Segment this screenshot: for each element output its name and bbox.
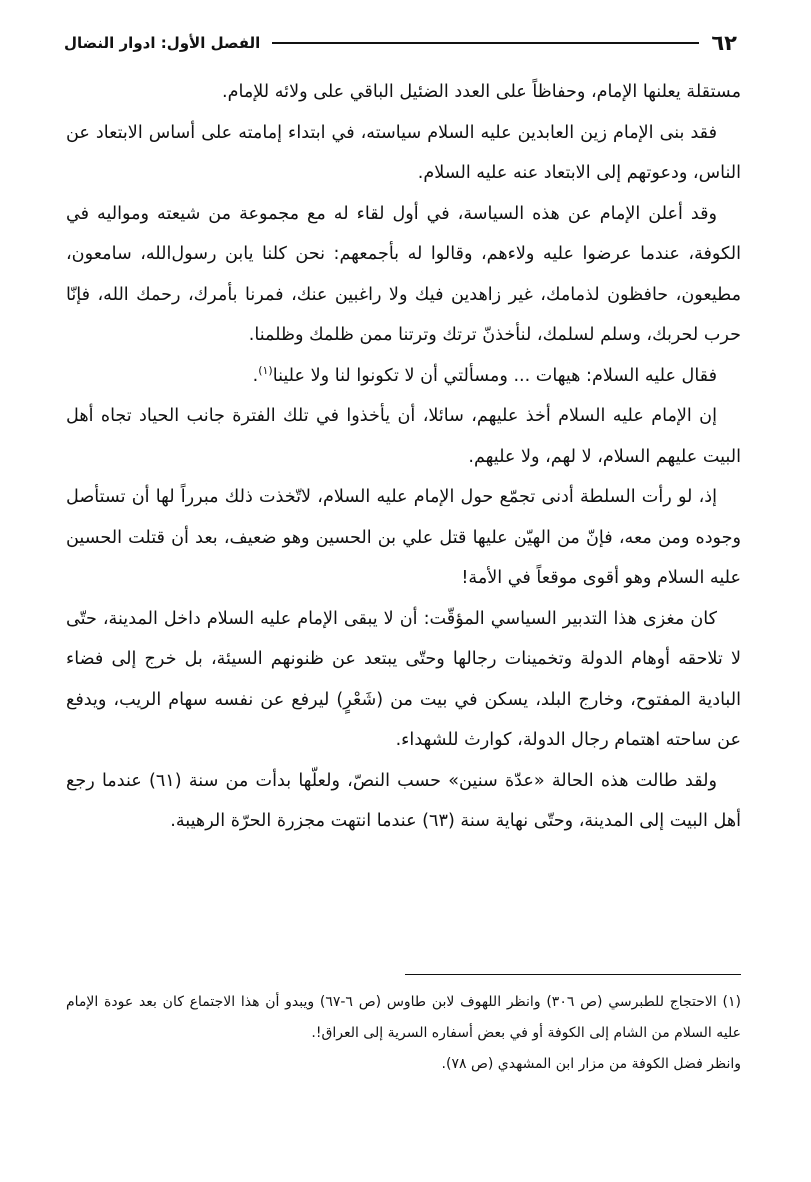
paragraph-text: فقال عليه السلام: هيهات ... ومسألتي أن لا تكونوا لنا ولا علينا — [272, 365, 717, 386]
paragraph: إن الإمام عليه السلام أخذ عليهم، سائلا، أن يأخذوا في تلك الفترة جانب الحياد تجاه أهل البيت عليهم السلام، لا لهم، ولا عليهم. — [66, 406, 741, 467]
paragraph: ولقد طالت هذه الحالة «عدّة سنين» حسب النصّ، ولعلّها بدأت من سنة (٦١) عندما رجع أهل البيت إلى المدينة، وحتّى نهاية سنة (٦٣) عندما انتهت مجزرة الحرّة الرهيبة. — [66, 770, 741, 831]
paragraph: وقد أعلن الإمام عن هذه السياسة، في أول لقاء له مع مجموعة من شيعته ومواليه في الكوفة، عندما عرضوا عليه ولاءهم، وقالوا له بأجمعهم: نحن كلنا يابن رسول‌الله، سامعون، مطيعون، حافظون لذمامك، غير زاهدين فيك ولا راغبين عنك، فمرنا بأمرك، رحمك الله، فإنّا حرب لحربك، وسلم لسلمك، لنأخذنّ ترتك وترتنا ممن ظلمك وظلمنا. — [66, 203, 741, 345]
paragraph: مستقلة يعلنها الإمام، وحفاظاً على العدد الضئيل الباقي على ولائه للإمام. — [222, 82, 741, 102]
footnote-reference[interactable]: (١) — [258, 363, 273, 377]
header-rule — [272, 42, 699, 44]
paragraph-with-footnote: فقال عليه السلام: هيهات ... ومسألتي أن لا تكونوا لنا ولا علينا$^{(١)}$. — [252, 363, 717, 386]
footnote: (١) الاحتجاج للطبرسي (ص ٣٠٦) وانظر اللهوف لابن طاوس (ص ٦-٦٧) ويبدو أن هذا الاجتماع كان بعد عودة الإمام عليه السلام من الشام إلى الكوفة أو في بعض أسفاره السرية إلى العراق!. — [66, 994, 741, 1041]
page-number: ٦٢ — [711, 31, 737, 55]
paragraph: إذ، لو رأت السلطة أدنى تجمّع حول الإمام عليه السلام، لاتّخذت ذلك مبرراً لها أن تستأصل وجوده ومن معه، فإنّ من الهيّن عليها قتل علي بن الحسين وهو ضعيف، بعد أن قتلت الحسين عليه السلام وهو أقوى موقعاً في الأمة! — [66, 487, 741, 588]
footnote: وانظر فضل الكوفة من مزار ابن المشهدي (ص ٧٨). — [441, 1056, 741, 1072]
paragraph: كان مغزى هذا التدبير السياسي المؤقّت: أن لا يبقى الإمام عليه السلام داخل المدينة، حتّى لا تلاحقه أوهام الدولة وتخمينات رجالها وحتّى يبتعد عن ظنونهم السيئة، بل خرج إلى فضاء البادية المفتوح، وخارج البلد، يسكن في بيت من (شَعْرٍ) ليرفع عن نفسه سهام الريب، ويدفع عن ساحته اهتمام رجال الدولة، كوارث للشهداء. — [66, 608, 741, 750]
paragraph: فقد بنى الإمام زين العابدين عليه السلام سياسته، في ابتداء إمامته على أساس الابتعاد عن الناس، ودعوتهم إلى الابتعاد عنه عليه السلام. — [66, 122, 741, 183]
footnotes — [66, 987, 741, 1080]
page-header — [64, 28, 737, 58]
body-text — [66, 72, 741, 842]
running-title: الفصل الأول: ادوار النضال — [64, 34, 261, 52]
footnote-separator — [405, 974, 741, 975]
